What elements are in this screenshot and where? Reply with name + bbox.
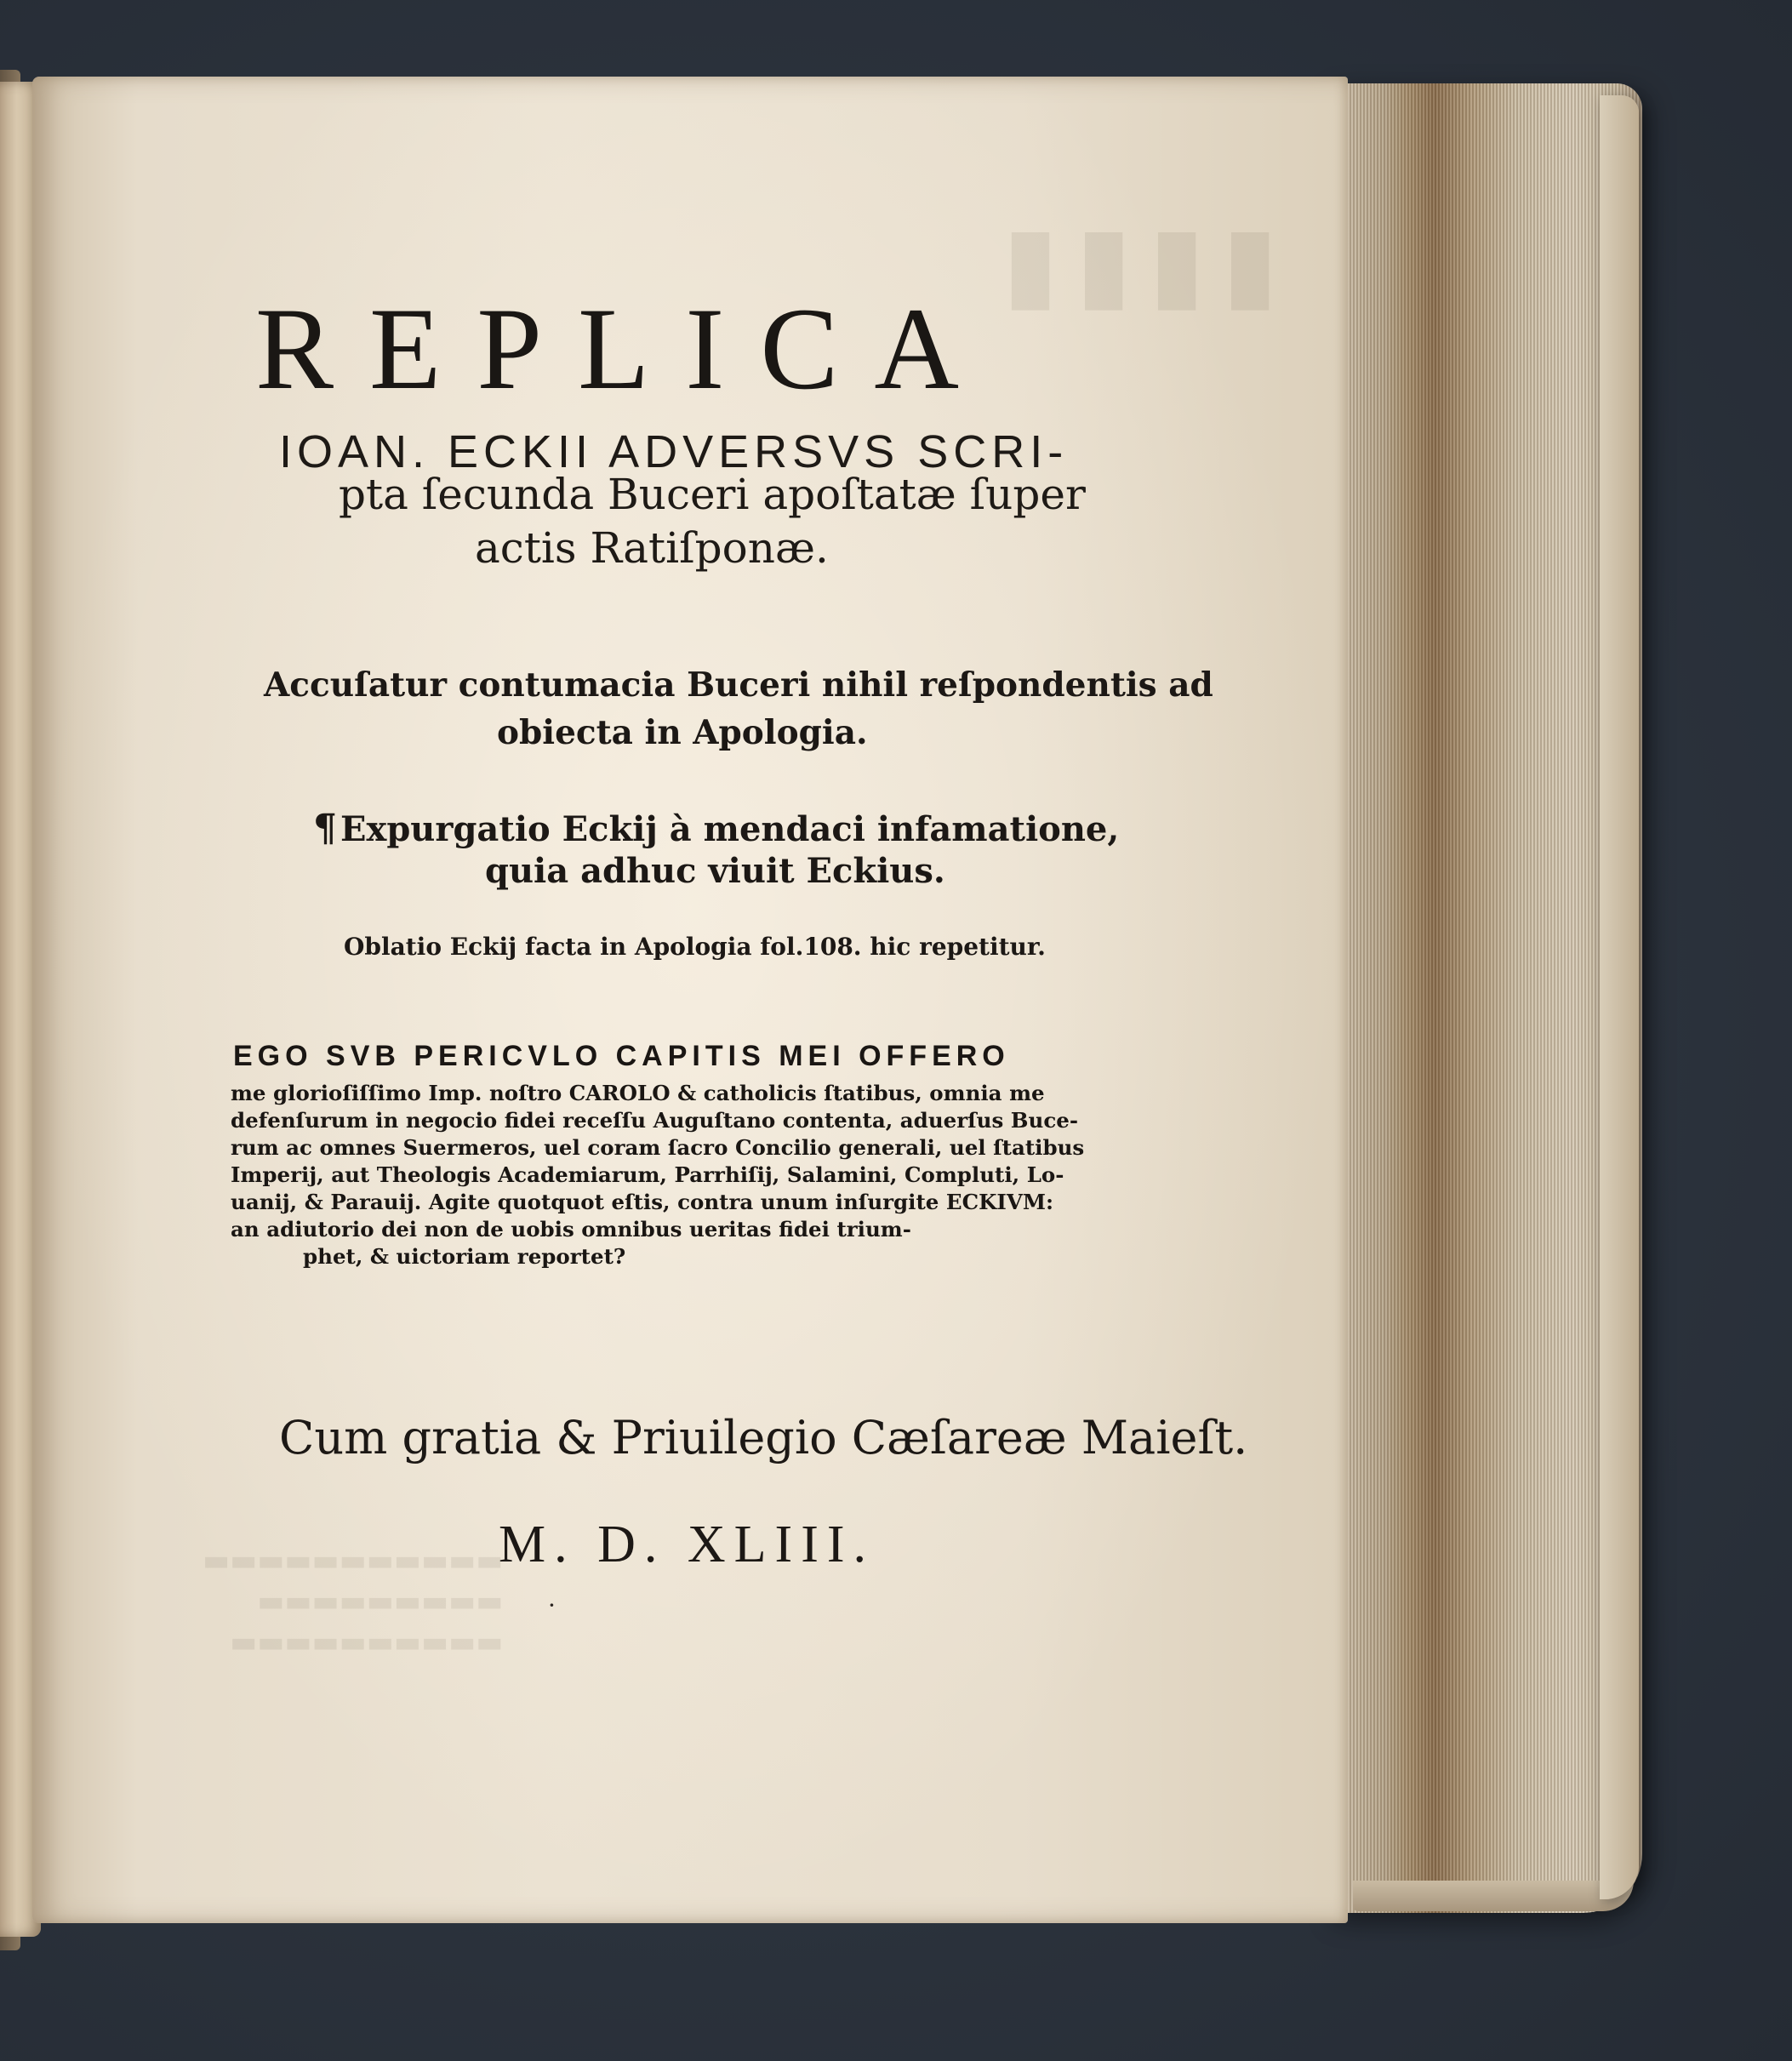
accusatur-line-2: obiecta in Apologia.	[497, 713, 868, 752]
offer-body-line: defenſurum in negocio fidei receſſu Auguſtano contenta, aduerſus Buce-	[231, 1108, 1078, 1133]
offer-body-line: me glorioſiſſimo Imp. noſtro CAROLO & catholicis ſtatibus, omnia me	[231, 1081, 1045, 1105]
paragraph-mark-icon: ¶	[313, 807, 337, 850]
offer-body-line: rum ac omnes Suermeros, uel coram ſacro Concilio generali, uel ſtatibus	[231, 1135, 1085, 1160]
book-bottom-edge	[1353, 1881, 1634, 1911]
offer-body-line: an adiutorio dei non de uobis omnibus ueritas fidei trium-	[231, 1217, 911, 1242]
expurgatio-line-1	[313, 807, 1119, 850]
main-title: REPLICA	[255, 283, 996, 414]
ink-speck: ·	[548, 1591, 556, 1619]
show-through-verso-text: ▬▬▬▬▬▬▬▬▬▬▬ ▬▬▬▬▬▬▬▬▬ ▬▬▬▬▬▬▬▬▬▬	[203, 1544, 504, 1659]
offer-body-line: phet, & uictoriam reportet?	[303, 1244, 626, 1269]
title-page-content	[32, 77, 1348, 1923]
title-page	[32, 77, 1348, 1923]
book-fore-edge	[1327, 83, 1642, 1913]
subtitle-line-2: pta ſecunda Buceri apoſtatæ ſuper	[339, 470, 1086, 519]
subtitle-line-1: IOAN. ECKII ADVERSVS SCRI-	[279, 426, 1069, 477]
imprint-year: M. D. XLIII.	[499, 1516, 875, 1573]
expurgatio-line-2: quia adhuc viuit Eckius.	[485, 851, 945, 891]
privilege-line: Cum gratia & Priuilegio Cæſareæ Maieſt.	[279, 1411, 1248, 1464]
back-cover-board	[1600, 95, 1639, 1899]
offer-body-line: Imperij, aut Theologis Academiarum, Parrhiſij, Salamini, Compluti, Lo-	[231, 1162, 1064, 1187]
offer-body-line: uanij, & Parauij. Agite quotquot eſtis, contra unum inſurgite ECKIVM:	[231, 1190, 1054, 1214]
oblatio-line: Oblatio Eckij facta in Apologia fol.108. hic repetitur.	[344, 933, 1046, 961]
show-through-verso: ▮▮▮▮	[985, 204, 1279, 323]
subtitle-line-3: actis Ratiſponæ.	[475, 523, 829, 573]
accusatur-line-1: Accuſatur contumacia Buceri nihil reſpondentis ad	[264, 665, 1213, 705]
offer-heading-line: EGO SVB PERICVLO CAPITIS MEI OFFERO	[233, 1040, 1010, 1072]
expurgatio-line-1-text: Expurgatio Eckij à mendaci infamatione,	[340, 809, 1120, 849]
